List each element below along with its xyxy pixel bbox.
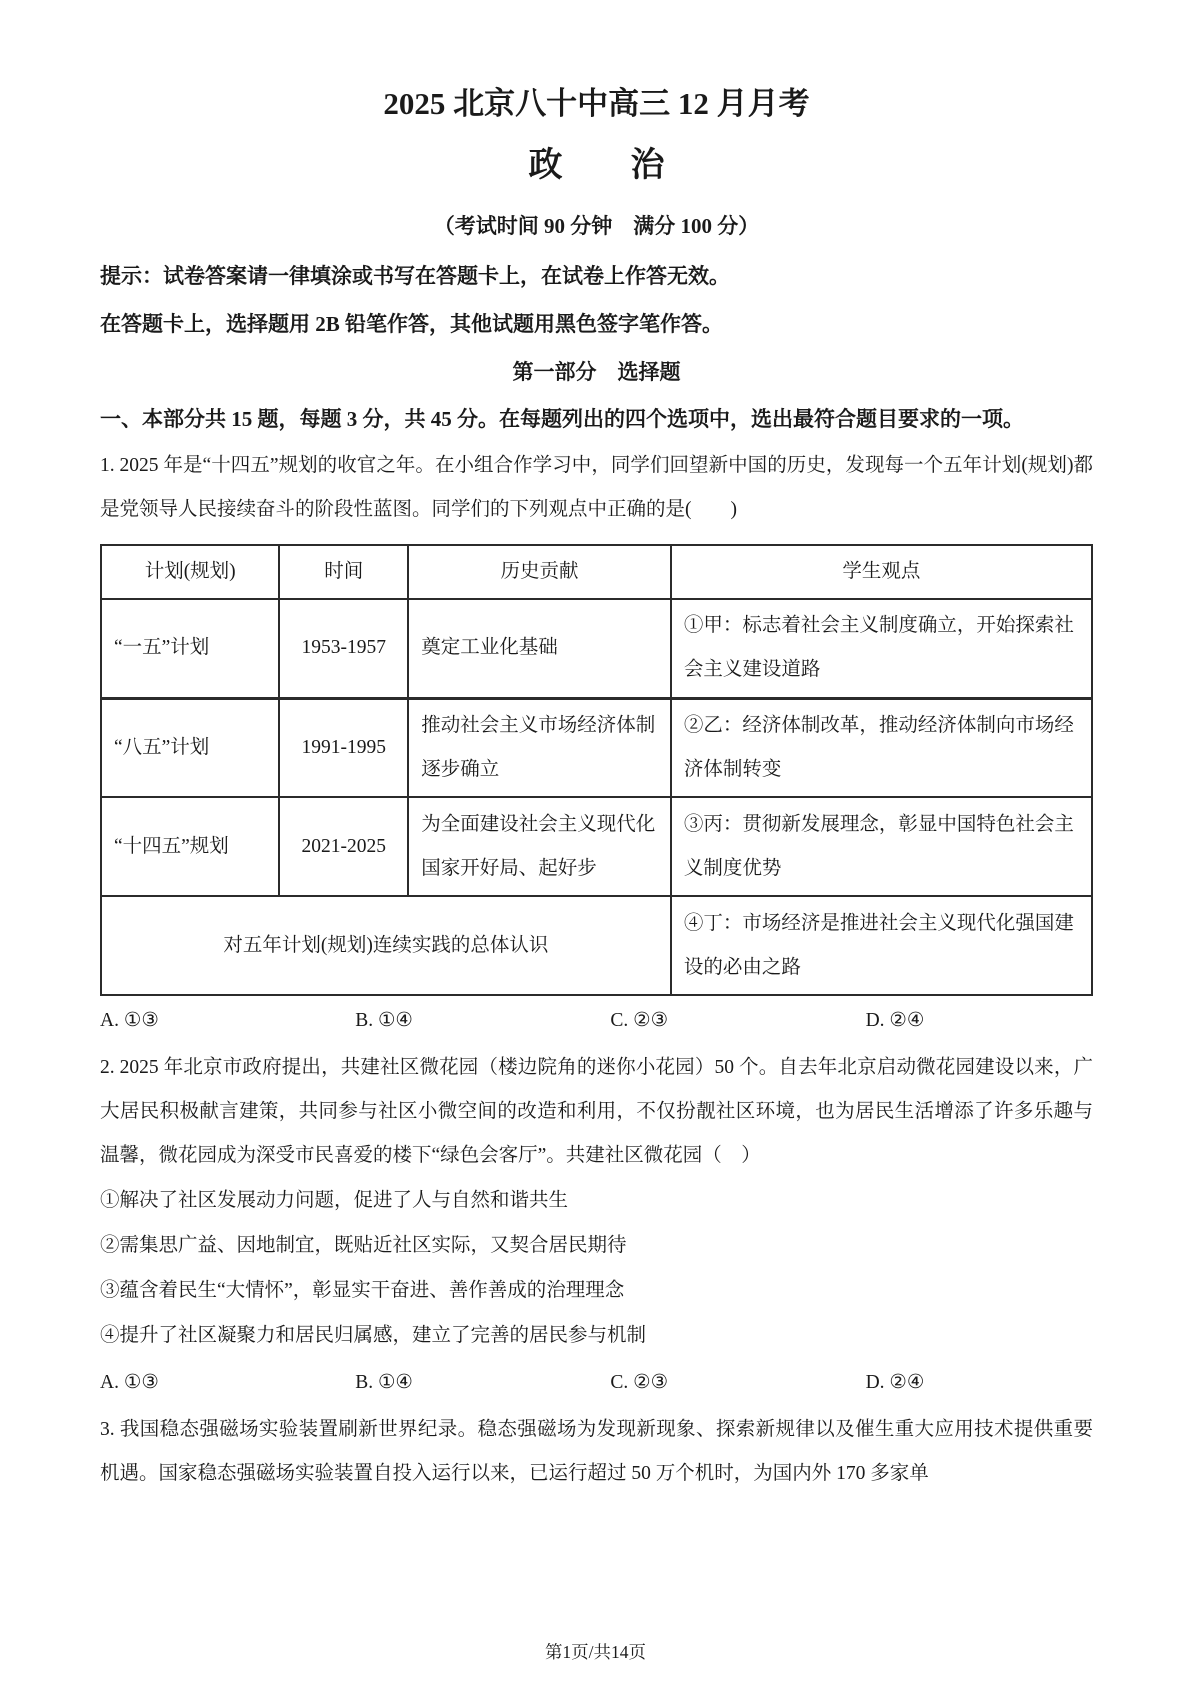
table-row [101, 698, 1092, 797]
notice-line-1: 提示：试卷答案请一律填涂或书写在答题卡上，在试卷上作答无效。 [100, 264, 730, 288]
subject-title: 政 治 [528, 147, 665, 184]
table-cell-time: 1953-1957 [279, 599, 408, 698]
exam-info: （考试时间 90 分钟 满分 100 分） [433, 214, 760, 238]
option-d: D. ②④ [865, 1010, 925, 1031]
table-cell-time: 2021-2025 [279, 797, 408, 896]
table-header-contribution: 历史贡献 [408, 545, 671, 599]
q2-item-4: ④提升了社区凝聚力和居民归属感，建立了完善的居民参与机制 [100, 1325, 647, 1346]
table-header-plan: 计划(规划) [101, 545, 279, 599]
question-2-options [100, 1360, 1093, 1406]
option-d: D. ②④ [865, 1372, 925, 1393]
table-cell-contribution: 推动社会主义市场经济体制逐步确立 [408, 698, 671, 797]
part-heading: 第一部分 选择题 [512, 360, 681, 384]
table-cell-contribution: 奠定工业化基础 [408, 599, 671, 698]
table-row [101, 797, 1092, 896]
table-header-row [101, 545, 1092, 599]
table-header-time: 时间 [279, 545, 408, 599]
option-a: A. ①③ [100, 1010, 159, 1031]
table-cell-contribution: 为全面建设社会主义现代化国家开好局、起好步 [408, 797, 671, 896]
page-footer: 第1页/共14页 [544, 1642, 647, 1662]
question-1-options [100, 998, 1093, 1044]
table-cell-plan: “十四五”规划 [101, 797, 279, 896]
table-header-viewpoint: 学生观点 [671, 545, 1092, 599]
table-cell-viewpoint: ②乙：经济体制改革，推动经济体制向市场经济体制转变 [671, 698, 1092, 797]
question-1-stem: 1. 2025 年是“十四五”规划的收官之年。在小组合作学习中，同学们回望新中国的历史，发现每一个五年计划(规划)都是党领导人民接续奋斗的阶段性蓝图。同学们的下列观点中正确的是( ) [100, 455, 1093, 520]
page-title: 2025 北京八十中高三 12 月月考 [383, 86, 810, 121]
table-cell-summary: 对五年计划(规划)连续实践的总体认识 [101, 896, 671, 995]
table-row [101, 599, 1092, 698]
section-intro: 一、本部分共 15 题，每题 3 分，共 45 分。在每题列出的四个选项中，选出最符合题目要求的一项。 [100, 407, 1024, 431]
table-cell-plan: “八五”计划 [101, 698, 279, 797]
q2-item-2: ②需集思广益、因地制宜，既贴近社区实际，又契合居民期待 [100, 1235, 627, 1256]
option-a: A. ①③ [100, 1372, 159, 1393]
table-cell-viewpoint: ④丁：市场经济是推进社会主义现代化强国建设的必由之路 [671, 896, 1092, 995]
table-cell-viewpoint: ③丙：贯彻新发展理念，彰显中国特色社会主义制度优势 [671, 797, 1092, 896]
table-cell-viewpoint: ①甲：标志着社会主义制度确立，开始探索社会主义建设道路 [671, 599, 1092, 698]
table-cell-plan: “一五”计划 [101, 599, 279, 698]
question-2-stem: 2. 2025 年北京市政府提出，共建社区微花园（楼边院角的迷你小花园）50 个。自去年北京启动微花园建设以来，广大居民积极献言建策，共同参与社区小微空间的改造和利用，不仅扮靓社区环境，也为居民生活增添了许多乐趣与温馨，微花园成为深受市民喜爱的楼下“绿色会客厅”。共建社区微花园（ ） [100, 1057, 1093, 1166]
table-cell-time: 1991-1995 [279, 698, 408, 797]
option-b: B. ①④ [355, 1010, 413, 1031]
option-b: B. ①④ [355, 1372, 413, 1393]
option-c: C. ②③ [610, 1010, 669, 1031]
table-summary-row [101, 896, 1092, 995]
notice-block [100, 252, 1093, 348]
notice-line-2: 在答题卡上，选择题用 2B 铅笔作答，其他试题用黑色签字笔作答。 [100, 312, 724, 336]
question-2-items [100, 1178, 1093, 1358]
question-3-stem: 3. 我国稳态强磁场实验装置刷新世界纪录。稳态强磁场为发现新现象、探索新规律以及催生重大应用技术提供重要机遇。国家稳态强磁场实验装置自投入运行以来，已运行超过 50 万个机时，为国内外 170 多家单 [100, 1419, 1093, 1484]
q2-item-3: ③蕴含着民生“大情怀”，彰显实干奋进、善作善成的治理理念 [100, 1280, 625, 1301]
option-c: C. ②③ [610, 1372, 669, 1393]
q2-item-1: ①解决了社区发展动力问题，促进了人与自然和谐共生 [100, 1190, 569, 1211]
five-year-plans-table [100, 544, 1093, 996]
